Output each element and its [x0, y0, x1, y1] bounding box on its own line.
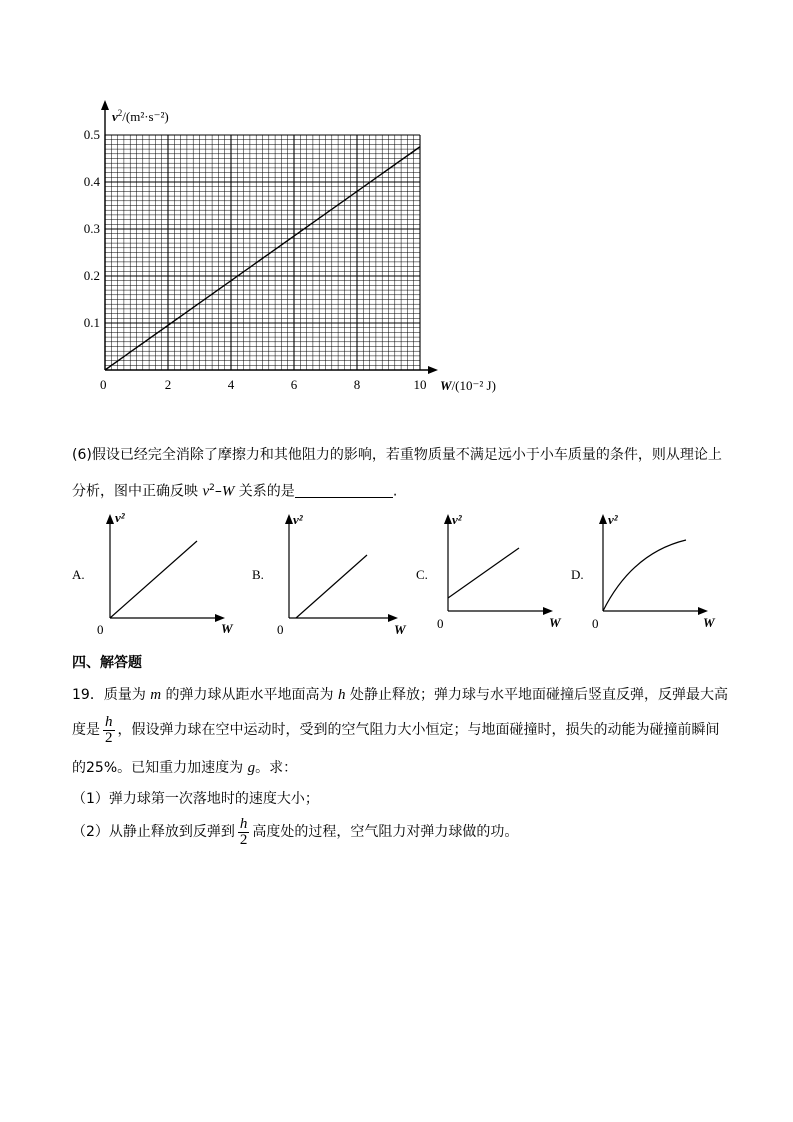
q19-text-sub2b: 高度处的过程，空气阻力对弹力球做的功。	[252, 824, 519, 840]
option-a-y-label: v²	[115, 510, 125, 525]
x-tick-label: 10	[413, 377, 427, 392]
q19-frac-num: h	[105, 713, 113, 730]
option-c-curve	[448, 548, 519, 598]
y-axis-arrow	[101, 100, 109, 110]
option-d-x-arrow	[698, 607, 708, 615]
option-a-x-label: W	[221, 621, 233, 636]
q19-sub-2	[72, 814, 518, 850]
q19-sub2-frac-den: 2	[239, 831, 248, 848]
option-b-x-arrow	[388, 614, 398, 622]
option-b-label: B.	[252, 567, 264, 582]
graph-tick-labels	[84, 127, 427, 392]
q6-line-2	[72, 478, 397, 502]
y-axis-label: $v^2/(m^2\cdot s^{-2})$	[112, 108, 169, 124]
option-d-x-label: W	[703, 615, 715, 630]
option-b-x-label: W	[394, 622, 406, 637]
option-d-y-arrow	[599, 514, 607, 524]
q19-text-2b: ，假设弹力球在空中运动时，受到的空气阻力大小恒定；与地面碰撞时，损失的动能为碰撞前瞬间	[117, 722, 720, 738]
option-b-origin: 0	[277, 622, 284, 637]
graph-origin-label: 0	[100, 377, 107, 392]
option-a[interactable]	[72, 510, 234, 637]
option-a-label: A.	[72, 567, 85, 582]
option-b-y-arrow	[285, 514, 293, 524]
q19-sub2-fraction	[238, 817, 250, 848]
q19-text-2a: 度是	[72, 722, 100, 738]
y-tick-label: 0.2	[83, 268, 100, 283]
option-b-curve	[296, 555, 367, 618]
q19-fraction	[103, 715, 115, 746]
option-a-origin: 0	[97, 622, 104, 637]
q19-text-3a: 的25%。已知重力加速度为	[72, 760, 248, 776]
option-c-label: C.	[416, 567, 428, 582]
q6-sup: 2	[209, 483, 215, 493]
y-tick-label: 0.1	[83, 315, 100, 330]
option-c-y-label: v²	[452, 512, 462, 527]
x-tick-label: 6	[290, 377, 298, 392]
q19-line-2	[72, 712, 720, 748]
q19-text-sub2a: （2）从静止释放到反弹到	[72, 824, 235, 840]
option-d-label: D.	[571, 567, 584, 582]
option-c-x-label: W	[549, 615, 561, 630]
q6-var-w: W	[221, 483, 235, 500]
q19-text-1a: 19．质量为	[72, 687, 151, 703]
x-axis-arrow	[428, 366, 438, 374]
q19-var-g: g	[247, 760, 256, 776]
y-tick-label: 0.4	[83, 174, 100, 189]
q19-line-3	[72, 758, 297, 778]
q19-text-3b: 。求：	[255, 760, 298, 776]
section-heading: 四、解答题	[72, 655, 142, 671]
option-c-origin: 0	[437, 616, 444, 631]
q19-frac-den: 2	[105, 729, 113, 746]
x-axis-label: W/(10⁻² J)	[440, 378, 496, 393]
x-tick-label: 2	[164, 377, 172, 392]
option-d-origin: 0	[592, 616, 599, 631]
q19-line-1	[72, 685, 728, 705]
option-d[interactable]	[571, 512, 716, 631]
y-tick-label: 0.5	[83, 127, 100, 142]
q19-sub2-frac-num: h	[239, 815, 248, 832]
option-b-y-label: v²	[293, 512, 303, 527]
option-graphs	[0, 500, 793, 645]
q6-line-1: (6)假设已经完全消除了摩擦力和其他阻力的影响，若重物质量不满足远小于小车质量的条件，则从理论上	[72, 447, 722, 463]
q19-var-m: m	[150, 687, 162, 703]
q6-var-v: v	[202, 483, 210, 500]
q6-text-c: .	[392, 483, 398, 500]
graph-grid-minor	[105, 135, 420, 370]
q6-text-a: 分析，图中正确反映	[72, 483, 203, 500]
v2-w-graph	[0, 90, 560, 410]
option-a-y-arrow	[106, 514, 114, 524]
q19-text-1c: 处静止释放；弹力球与水平地面碰撞后竖直反弹，反弹最大高	[345, 687, 728, 703]
y-tick-label: 0.3	[83, 221, 100, 236]
option-d-curve	[603, 540, 686, 611]
answer-blank[interactable]	[295, 483, 393, 498]
option-d-y-label: v²	[608, 512, 618, 527]
option-c[interactable]	[416, 512, 562, 631]
x-tick-label: 8	[353, 377, 361, 392]
x-tick-label: 4	[227, 377, 235, 392]
q6-dash: –	[214, 483, 222, 500]
q6-text-b: 关系的是	[234, 483, 295, 500]
option-c-y-arrow	[444, 514, 452, 524]
option-c-x-arrow	[543, 607, 553, 615]
q19-text-1b: 的弹力球从距水平地面高为	[161, 687, 339, 703]
q19-sub-1: （1）弹力球第一次落地时的速度大小；	[72, 791, 319, 807]
q19-var-h: h	[338, 687, 346, 703]
option-b[interactable]	[252, 512, 407, 637]
option-a-curve	[110, 541, 197, 618]
